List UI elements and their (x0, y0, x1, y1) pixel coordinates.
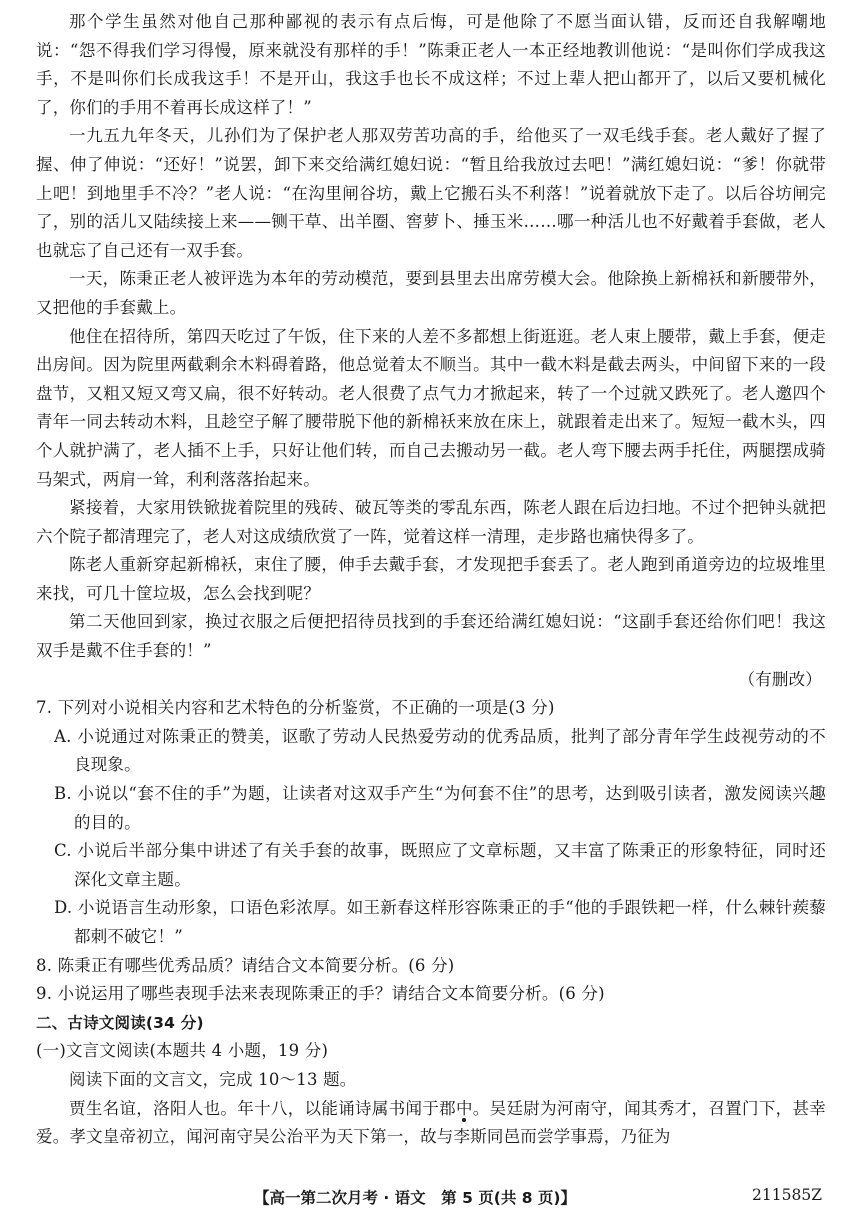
passage-paragraph: 第二天他回到家，换过衣服之后便把招待员找到的手套还给满红媳妇说：“这副手套还给你们吧！我这双手是戴不住手套的！” (36, 612, 826, 661)
passage-paragraph: 那个学生虽然对他自己那种鄙视的表示有点后悔，可是他除了不愿当面认错，反而还自我解嘲地说：“怨不得我们学习得慢，原来就没有那样的手！”陈秉正老人一本正经地教训他说：“是叫你们学成我这手，不是叫你们长成我这手！不是开山，我这手也长不成这样；不过上辈人把山都开了，以后又要机械化了，你们的手用不着再长成这样了！” (36, 12, 826, 117)
passage-paragraph: 陈老人重新穿起新棉袄，束住了腰，伸手去戴手套，才发现把手套丢了。老人跑到甬道旁边的垃圾堆里来找，可几十筐垃圾，怎么会找到呢？ (36, 555, 826, 603)
question-7-option-d: D. 小说语言生动形象，口语色彩浓厚。如王新春这样形容陈秉正的手“他的手跟铁耙一样，什么棘针蒺藜都刺不破它！” (54, 898, 826, 946)
classical-text-part-a: 贾生名谊，洛阳人也。年十八，以能诵诗属书闻于郡 (69, 1098, 456, 1118)
emphasis-dot-char: 中 (455, 1098, 473, 1118)
footer-exam-code: 211585Z (752, 1186, 822, 1204)
question-7-option-c: C. 小说后半部分集中讲述了有关手套的故事，既照应了文章标题，又丰富了陈秉正的形象特征，同时还深化文章主题。 (54, 841, 826, 889)
classical-text-part-b: 。吴廷尉为河南守，闻其秀才，召置门下，甚幸爱。孝文皇帝初立，闻河南守吴公治平为天下第一，故与李斯同邑而尝学事焉，乃征为 (36, 1098, 826, 1147)
question-7-option-a: A. 小说通过对陈秉正的赞美，讴歌了劳动人民热爱劳动的优秀品质，批判了部分青年学生歧视劳动的不良现象。 (54, 726, 826, 775)
passage-paragraph: 一九五九年冬天，儿孙们为了保护老人那双劳苦功高的手，给他买了一双毛线手套。老人戴好了握了握、伸了伸说：“还好！”说罢，卸下来交给满红媳妇说：“暂且给我放过去吧！”满红媳妇说：“爹！你就带上吧！到地里手不冷？”老人说：“在沟里闸谷坊，戴上它搬石头不利落！”说着就放下走了。以后谷坊闸完了，别的活儿又陆续接上来——铡干草、出羊圈、窖萝卜、捶玉米……哪一种活儿也不好戴着手套做，老人也就忘了自己还有一双手套。 (36, 126, 826, 260)
question-7-stem: 7. 下列对小说相关内容和艺术特色的分析鉴赏，不正确的一项是(3 分) (36, 698, 555, 718)
passage-paragraph: 紧接着，大家用铁锨拢着院里的残砖、破瓦等类的零乱东西，陈老人跟在后边扫地。不过个把钟头就把六个院子都清理完了，老人对这成绩欣赏了一阵，觉着这样一清理，走步路也痛快得多了。 (36, 498, 826, 546)
classical-text (36, 1095, 826, 1152)
footer-page-info: 【高一第二次月考 · 语文 第 5 页(共 8 页)】 (254, 1189, 577, 1207)
question-7-option-b: B. 小说以“套不住的手”为题，让读者对这双手产生“为何套不住”的思考，达到吸引读者，激发阅读兴趣的目的。 (54, 784, 826, 832)
section-2-title: 二、古诗文阅读(34 分) (36, 1013, 204, 1032)
question-8: 8. 陈秉正有哪些优秀品质？请结合文本简要分析。(6 分) (36, 955, 455, 975)
section-2-subtitle: (一)文言文阅读(本题共 4 小题，19 分) (36, 1041, 329, 1061)
page-footer (0, 1186, 860, 1214)
question-9: 9. 小说运用了哪些表现手法来表现陈秉正的手？请结合文本简要分析。(6 分) (36, 984, 605, 1004)
source-note: （有删改） (738, 669, 822, 689)
exam-page (36, 8, 826, 1152)
passage-paragraph: 他住在招待所，第四天吃过了午饭，住下来的人差不多都想上街逛逛。老人束上腰带，戴上手套，便走出房间。因为院里两截剩余木料碍着路，他总觉着太不顺当。其中一截木料是截去两头，中间留下来的一段盘节，又粗又短又弯又扁，很不好转动。老人很费了点气力才掀起来，转了一个过就又跌死了。老人邀四个青年一同去转动木料，且趁空子解了腰带脱下他的新棉袄来放在床上，就跟着走出来了。短短一截木头，四个人就护满了，老人插不上手，只好让他们转，而自己去搬动另一截。老人弯下腰去两手托住，两腿摆成骑马架式，两肩一耸，利利落落抬起来。 (36, 326, 826, 489)
passage-paragraph: 一天，陈秉正老人被评选为本年的劳动模范，要到县里去出席劳模大会。他除换上新棉袄和新腰带外，又把他的手套戴上。 (36, 269, 826, 317)
section-2-instruction: 阅读下面的文言文，完成 10～13 题。 (69, 1069, 357, 1089)
